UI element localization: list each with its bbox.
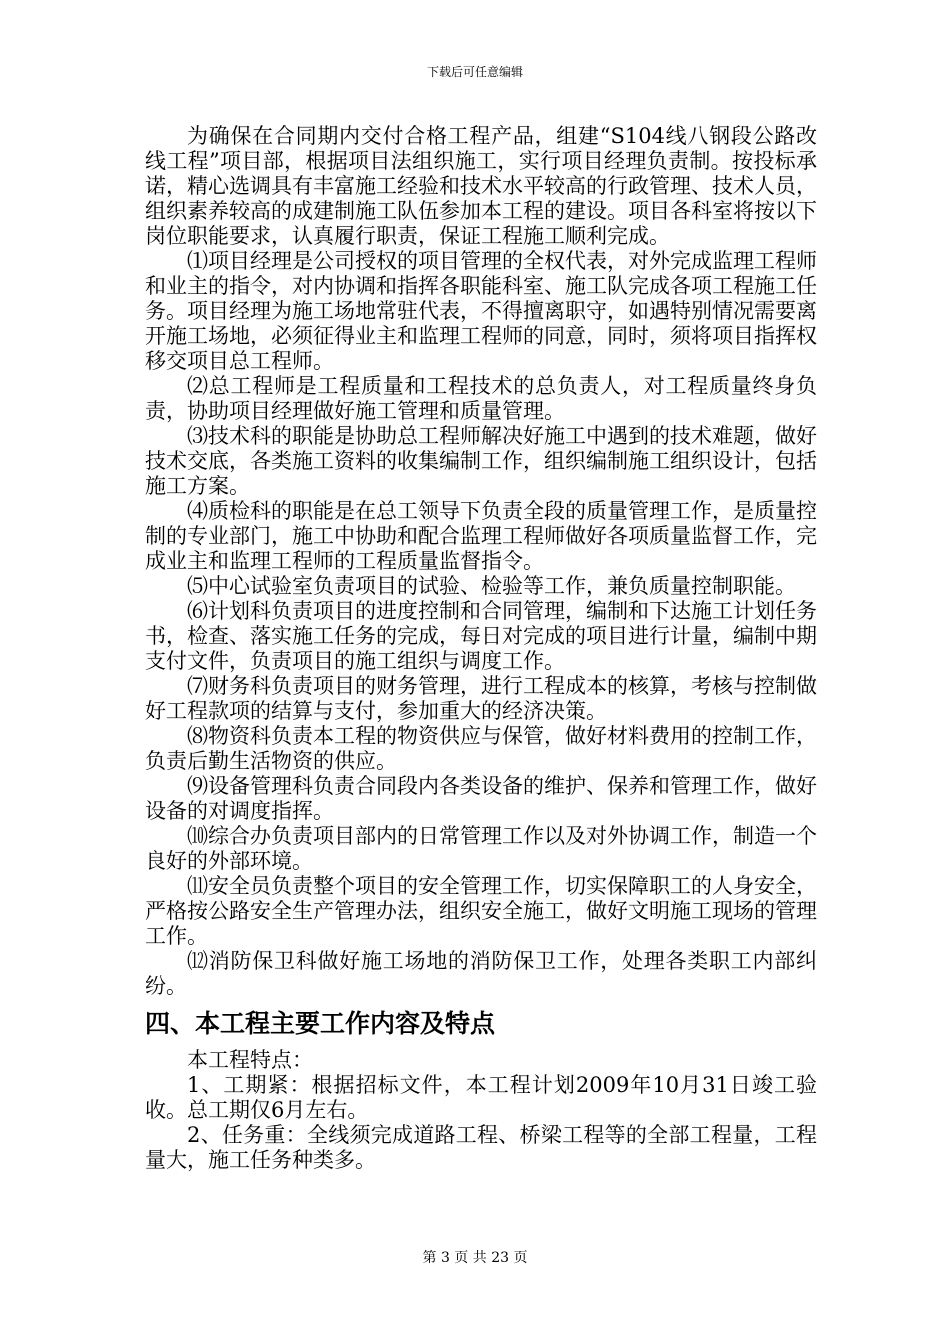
duty-paragraph-6: ⑹计划科负责项目的进度控制和合同管理，编制和下达施工计划任务书，检查、落实施工任务的完成，每日对完成的项目进行计量，编制中期支付文件，负责项目的施工组织与调度工作。	[145, 599, 817, 673]
duty-paragraph-10: ⑽综合办负责项目部内的日常管理工作以及对外协调工作，制造一个良好的外部环境。	[145, 824, 817, 873]
duty-paragraph-12: ⑿消防保卫科做好施工场地的消防保卫工作，处理各类职工内部纠纷。	[145, 949, 817, 998]
feature-paragraph-1: 1、工期紧：根据招标文件，本工程计划2009年10月31日竣工验收。总工期仅6月左右。	[145, 1073, 817, 1122]
feature-paragraph-2: 2、任务重：全线须完成道路工程、桥梁工程等的全部工程量，工程量大，施工任务种类多。	[145, 1123, 817, 1172]
document-body	[145, 124, 817, 1173]
page-footer: 第 3 页 共 23 页	[422, 1250, 528, 1266]
duty-paragraph-4: ⑷质检科的职能是在总工领导下负责全段的质量管理工作，是质量控制的专业部门，施工中协助和配合监理工程师做好各项质量监督工作，完成业主和监理工程师的工程质量监督指令。	[145, 499, 817, 573]
duty-paragraph-2: ⑵总工程师是工程质量和工程技术的总负责人，对工程质量终身负责，协助项目经理做好施工管理和质量管理。	[145, 374, 817, 423]
page-header: 下载后可任意编辑	[426, 65, 523, 79]
section-heading: 四、本工程主要工作内容及特点	[145, 1009, 496, 1038]
duty-paragraph-3: ⑶技术科的职能是协助总工程师解决好施工中遇到的技术难题，做好技术交底，各类施工资料的收集编制工作，组织编制施工组织设计，包括施工方案。	[145, 424, 817, 498]
intro-paragraph: 为确保在合同期内交付合格工程产品，组建“S104线八钢段公路改线工程”项目部，根据项目法组织施工，实行项目经理负责制。按投标承诺，精心选调具有丰富施工经验和技术水平较高的行政管理、技术人员，组织素养较高的成建制施工队伍参加本工程的建设。项目各科室将按以下岗位职能要求，认真履行职责，保证工程施工顺利完成。	[145, 124, 817, 248]
duty-paragraph-5: ⑸中心试验室负责项目的试验、检验等工作，兼负质量控制职能。	[187, 574, 796, 598]
duty-paragraph-9: ⑼设备管理科负责合同段内各类设备的维护、保养和管理工作，做好设备的对调度指挥。	[145, 774, 817, 823]
duty-paragraph-11: ⑾安全员负责整个项目的安全管理工作，切实保障职工的人身安全，严格按公路安全生产管理办法，组织安全施工，做好文明施工现场的管理工作。	[145, 874, 817, 948]
duty-paragraph-8: ⑻物资科负责本工程的物资供应与保管，做好材料费用的控制工作，负责后勤生活物资的供应。	[145, 724, 817, 773]
duty-paragraph-1: ⑴项目经理是公司授权的项目管理的全权代表，对外完成监理工程师和业主的指令，对内协调和指挥各职能科室、施工队完成各项工程施工任务。项目经理为施工场地常驻代表，不得擅离职守，如遇特别情况需要离开施工场地，必须征得业主和监理工程师的同意，同时，须将项目指挥权移交项目总工程师。	[145, 249, 817, 373]
duty-paragraph-7: ⑺财务科负责项目的财务管理，进行工程成本的核算，考核与控制做好工程款项的结算与支付，参加重大的经济决策。	[145, 674, 817, 723]
features-intro: 本工程特点：	[187, 1048, 313, 1072]
